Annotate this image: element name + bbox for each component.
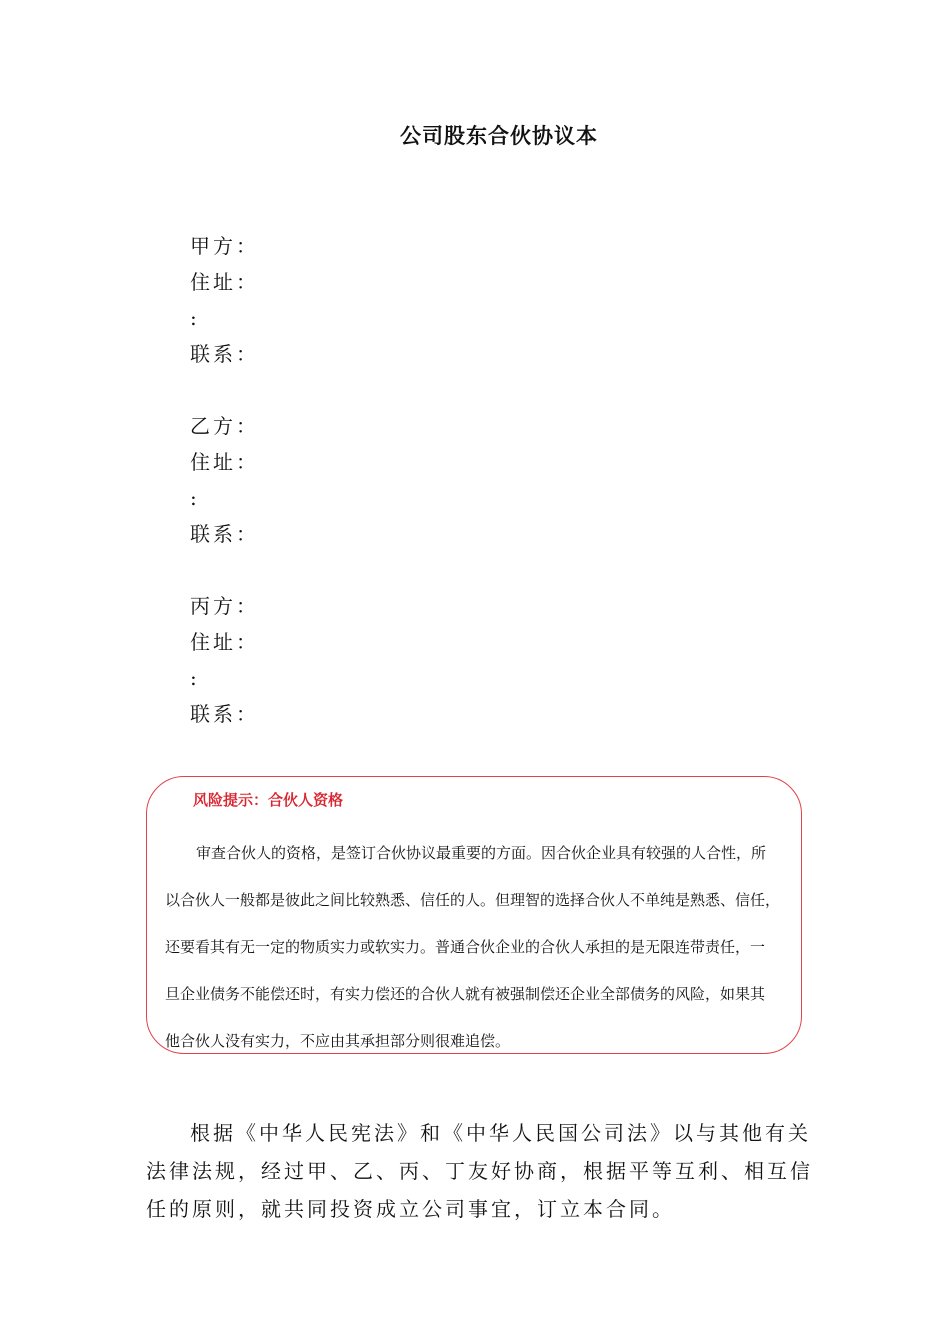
preamble-line: 法律法规，经过甲、乙、丙、丁友好协商，根据平等互利、相互信 <box>146 1159 813 1183</box>
party-b-block <box>190 408 590 552</box>
party-a-contact-label: 联系： <box>190 342 259 366</box>
agreement-preamble <box>146 1114 813 1228</box>
party-a-address-label: 住址： <box>190 270 259 294</box>
party-c-address-label: 住址： <box>190 630 259 654</box>
risk-notice-box <box>146 776 802 1054</box>
risk-notice-line: 还要看其有无一定的物质实力或软实力。普通合伙企业的合伙人承担的是无限连带责任，一 <box>165 938 766 956</box>
party-a-colon-line: : <box>190 306 200 330</box>
party-c-label: 丙方： <box>190 594 259 618</box>
risk-notice-line: 审查合伙人的资格，是签订合伙协议最重要的方面。因合伙企业具有较强的人合性，所 <box>196 844 767 862</box>
party-b-contact-label: 联系： <box>190 522 259 546</box>
party-c-block <box>190 588 590 732</box>
party-a-block <box>190 228 590 372</box>
party-b-label: 乙方： <box>190 414 259 438</box>
risk-notice-line: 旦企业债务不能偿还时，有实力偿还的合伙人就有被强制偿还企业全部债务的风险，如果其 <box>165 985 766 1003</box>
party-c-colon-line: : <box>190 666 200 690</box>
preamble-line: 根据《中华人民宪法》和《中华人民国公司法》以与其他有关 <box>190 1121 811 1145</box>
risk-notice-title: 风险提示：合伙人资格 <box>193 791 344 809</box>
party-c-contact-label: 联系： <box>190 702 259 726</box>
preamble-line: 任的原则，就共同投资成立公司事宜，订立本合同。 <box>146 1197 675 1221</box>
party-b-address-label: 住址： <box>190 450 259 474</box>
document-title: 公司股东合伙协议本 <box>400 124 598 148</box>
risk-notice-body <box>165 830 797 1065</box>
party-a-label: 甲方： <box>190 234 259 258</box>
risk-notice-line: 以合伙人一般都是彼此之间比较熟悉、信任的人。但理智的选择合伙人不单纯是熟悉、信任， <box>165 891 781 909</box>
risk-notice-line: 他合伙人没有实力，不应由其承担部分则很难追偿。 <box>165 1032 511 1050</box>
party-b-colon-line: : <box>190 486 200 510</box>
